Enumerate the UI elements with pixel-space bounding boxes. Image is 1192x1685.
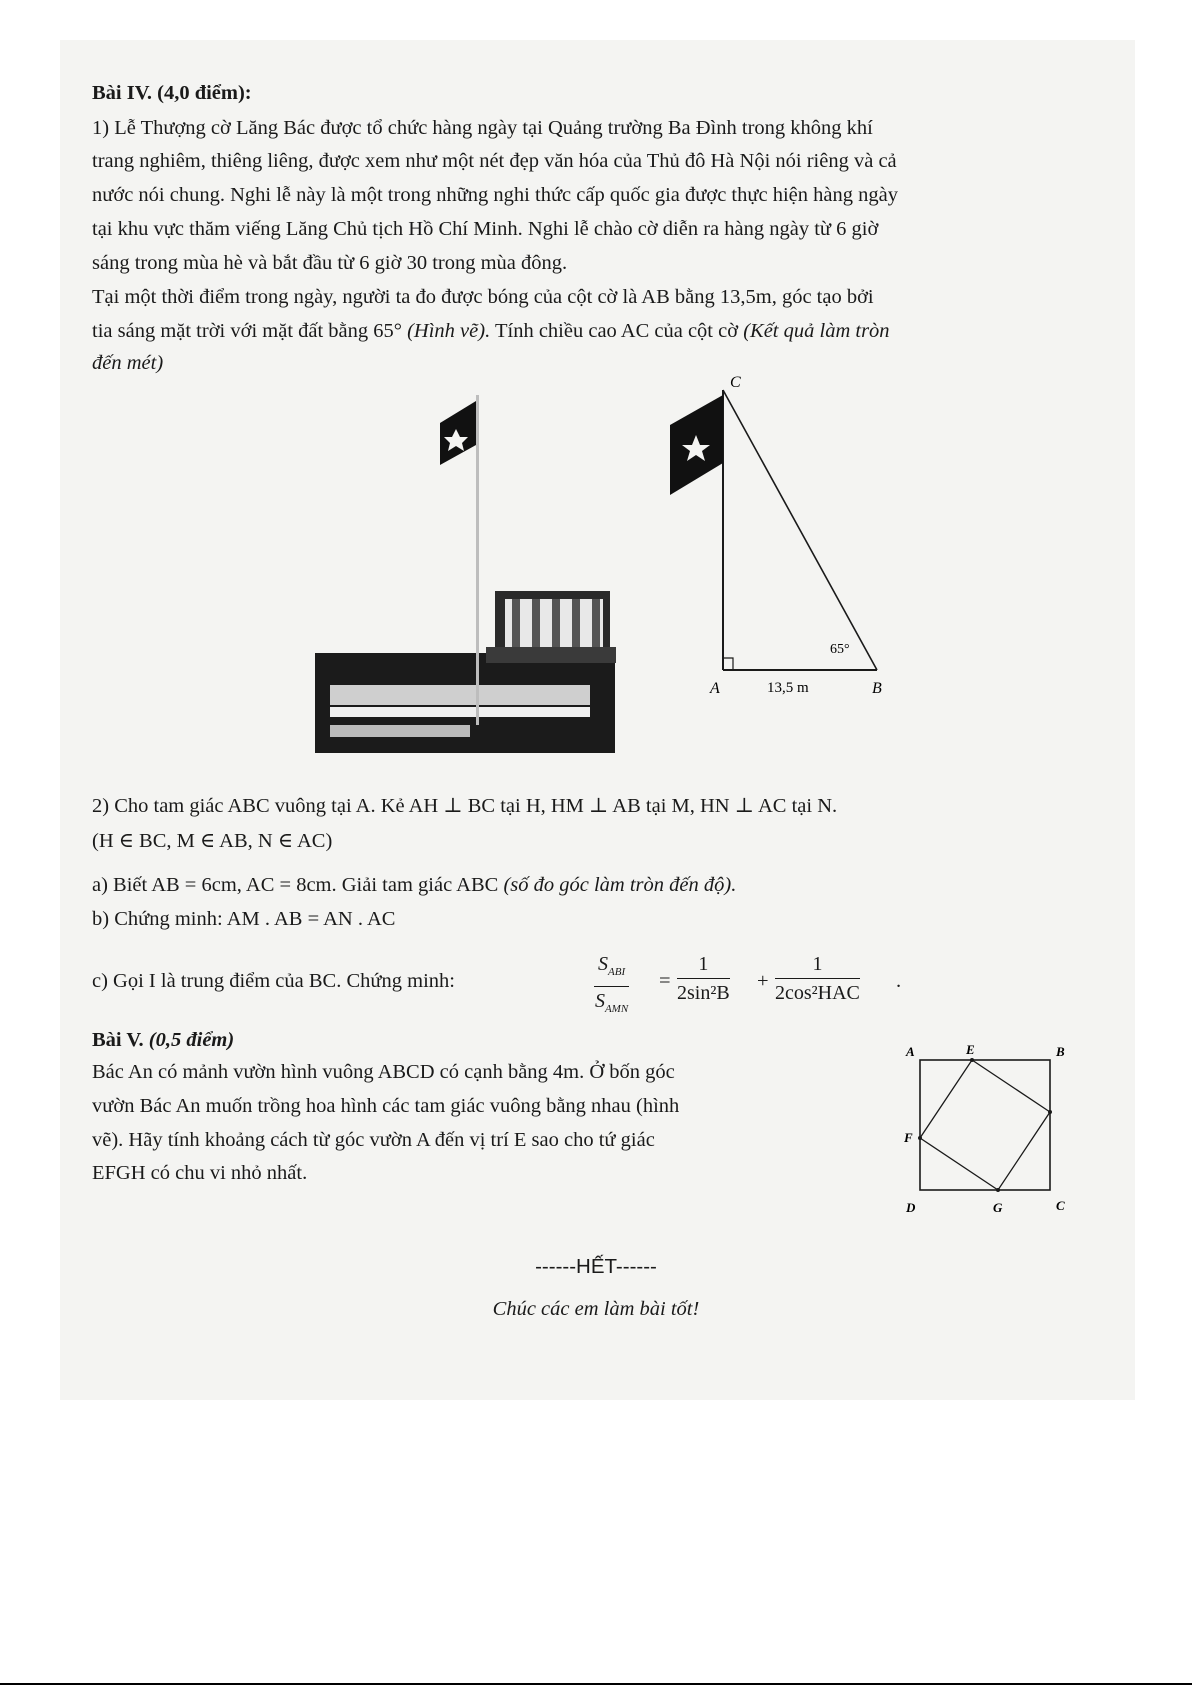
fraction-cos: 1 2cos²HAC [775,950,860,1007]
corner-b-label: B [1056,1044,1065,1059]
point-f-label: F [904,1130,913,1145]
question-2-line-1: 2) Cho tam giác ABC vuông tại A. Kẻ AH ⊥ BC tại H, HM ⊥ AB tại M, HN ⊥ AC tại N. [92,795,838,817]
problem-1-line-2: trang nghiêm, thiêng liêng, được xem như một nét đẹp văn hóa của Thủ đô Hà Nội nói riêng và cả [92,150,897,172]
problem-1-line-4: tại khu vực thăm viếng Lăng Chủ tịch Hồ Chí Minh. Nghi lễ chào cờ diễn ra hàng ngày từ 6 giờ [92,218,879,240]
question-2c: c) Gọi I là trung điểm của BC. Chứng minh: [92,970,455,992]
side-ab-label: 13,5 m [767,680,809,696]
corner-c-label: C [1056,1198,1065,1213]
angle-label: 65° [830,642,850,657]
area-ratio-fraction: $S_{ABI}$ $S_{AMN}$ [594,950,629,1023]
formula-end: . [896,970,902,992]
section-5-line-2: vườn Bác An muốn trồng hoa hình các tam giác vuông bằng nhau (hình [92,1095,680,1117]
mausoleum-photo [315,395,616,753]
section-5-line-4: EFGH có chu vi nhỏ nhất. [92,1162,308,1184]
section-5-line-3: vẽ). Hãy tính khoảng cách từ góc vườn A đến vị trí E sao cho tứ giác [92,1129,655,1151]
equals-sign: = [659,970,671,992]
question-2b: b) Chứng minh: AM . AB = AN . AC [92,908,396,930]
question-2a: a) Biết AB = 6cm, AC = 8cm. Giải tam giác ABC (số đo góc làm tròn đến độ). [92,874,737,896]
problem-1-line-5: sáng trong mùa hè và bắt đầu từ 6 giờ 30 trong mùa đông. [92,252,568,274]
flagpole-figure [300,374,900,755]
point-e-label: E [966,1042,975,1057]
vertex-a-label: A [710,680,720,697]
right-triangle-figure [670,374,882,697]
problem-1-line-8: đến mét) [92,352,164,374]
garden-square-figure [900,1040,1075,1220]
plus-sign: + [757,970,769,992]
problem-1-line-7: tia sáng mặt trời với mặt đất bằng 65° (Hình vẽ). Tính chiều cao AC của cột cờ (Kết quả làm tròn [92,320,890,342]
end-marker: ------HẾT------ [535,1255,657,1278]
corner-d-label: D [906,1200,916,1215]
problem-1-line-1: 1) Lễ Thượng cờ Lăng Bác được tổ chức hàng ngày tại Quảng trường Ba Đình trong không khí [92,117,873,139]
problem-1-line-6: Tại một thời điểm trong ngày, người ta đo được bóng của cột cờ là AB bằng 13,5m, góc tạo bởi [92,286,874,308]
section-4-title: Bài IV. (4,0 điểm): [92,82,252,104]
closing-wish: Chúc các em làm bài tốt! [492,1298,700,1320]
vertex-b-label: B [872,680,882,697]
point-g-label: G [993,1200,1003,1215]
fraction-sin: $\frac{1}{\text{2sin²B}}$ [677,950,730,1007]
corner-a-label: A [906,1044,915,1059]
vertex-c-label: C [730,374,741,391]
section-5-title: Bài V. (0,5 điểm) [92,1029,235,1051]
problem-1-line-3: nước nói chung. Nghi lễ này là một trong những nghi thức cấp quốc gia được thực hiện hàng ngày [92,184,898,206]
question-2-condition: (H ∈ BC, M ∈ AB, N ∈ AC) [92,830,333,852]
section-5-line-1: Bác An có mảnh vườn hình vuông ABCD có cạnh bằng 4m. Ở bốn góc [92,1061,675,1083]
